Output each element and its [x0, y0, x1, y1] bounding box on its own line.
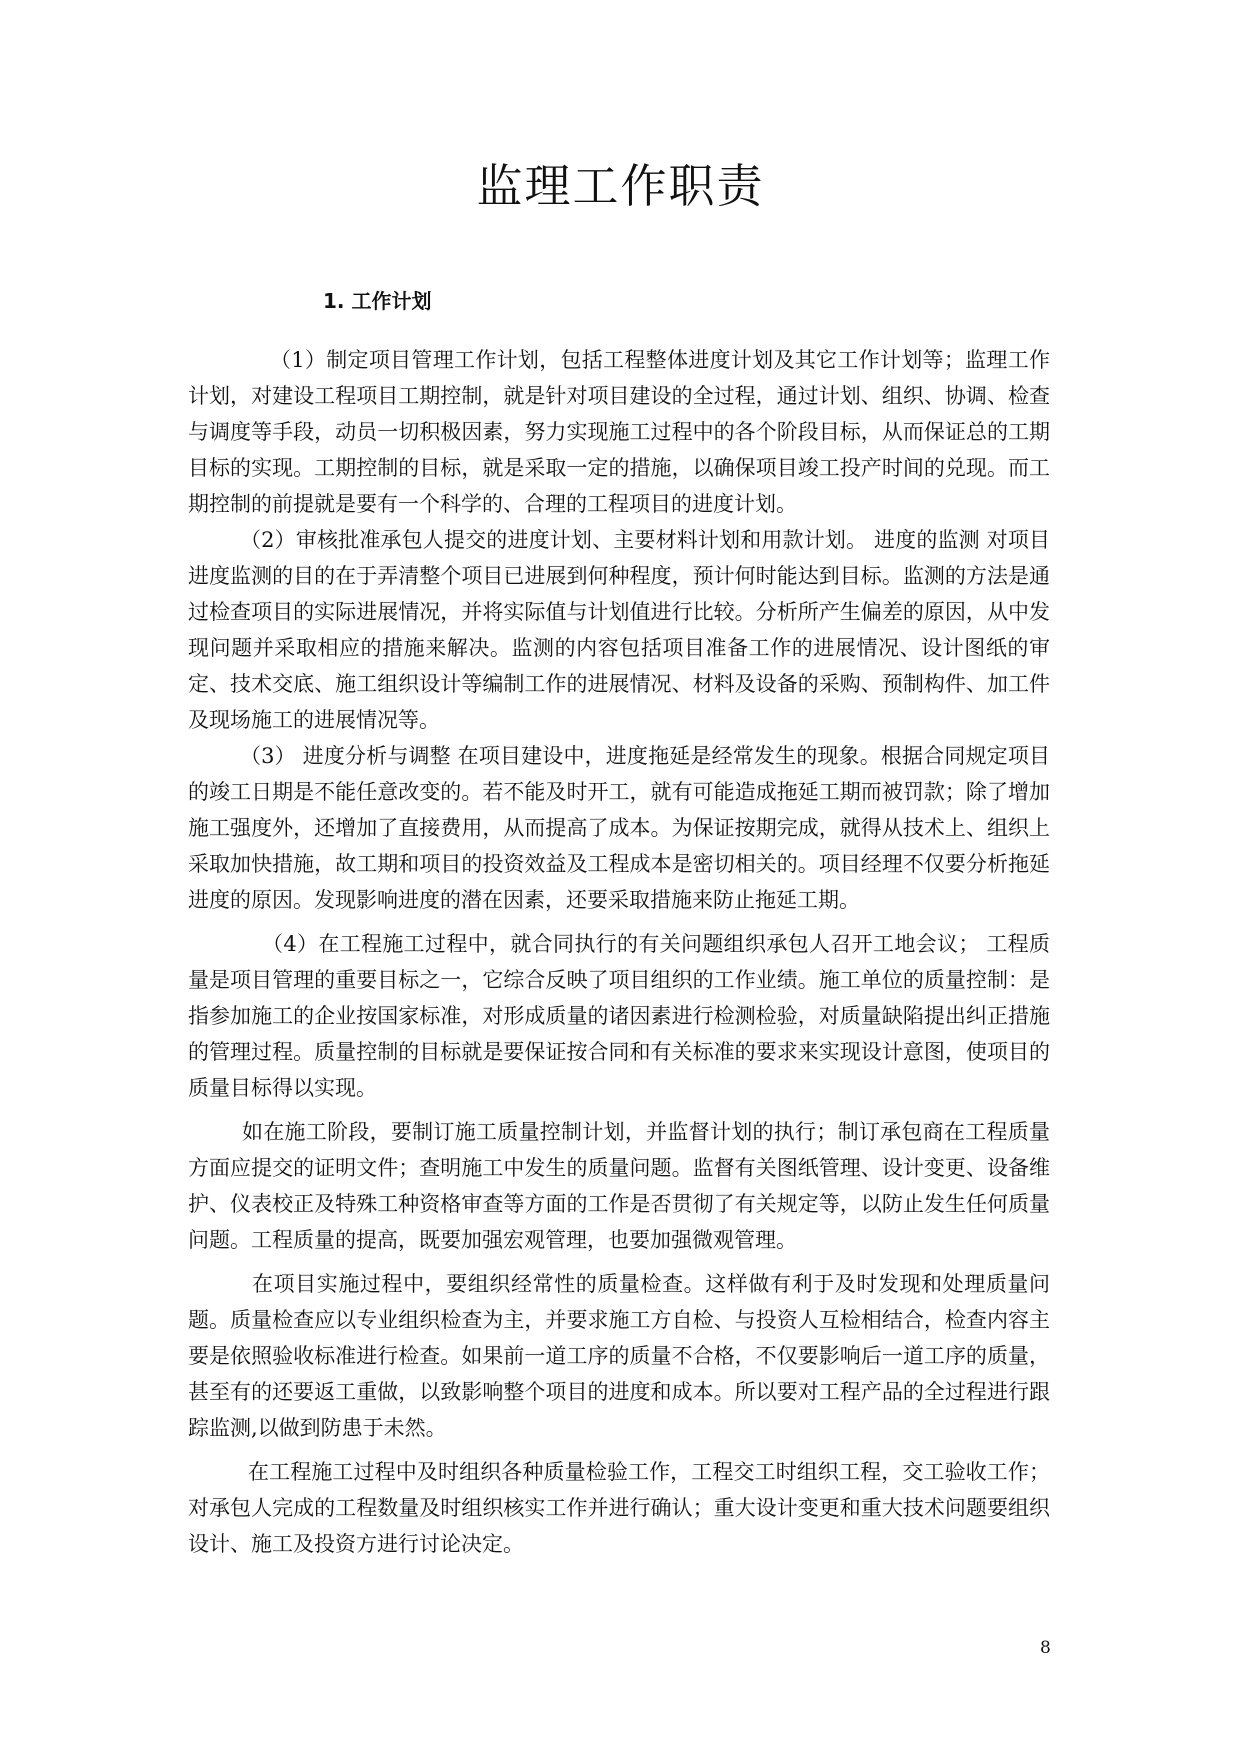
paragraph-7: 在工程施工过程中及时组织各种质量检验工作，工程交工时组织工程，交工验收工作；对承包人完成的工程数量及时组织核实工作并进行确认；重大设计变更和重大技术问题要组织设计、施工及投资方进行讨论决定。: [188, 1460, 1050, 1556]
paragraph-4: （4）在工程施工过程中，就合同执行的有关问题组织承包人召开工地会议； 工程质量是项目管理的重要目标之一，它综合反映了项目组织的工作业绩。施工单位的质量控制：是指参加施工的企业按国家标准，对形成质量的诸因素进行检测检验，对质量缺陷提出纠正措施的管理过程。质量控制的目标就是要保证按合同和有关标准的要求来实现设计意图，使项目的质量目标得以实现。: [188, 932, 1050, 1100]
paragraph-5: 如在施工阶段，要制订施工质量控制计划，并监督计划的执行；制订承包商在工程质量方面应提交的证明文件；查明施工中发生的质量问题。监督有关图纸管理、设计变更、设备维护、仪表校正及特殊工种资格审查等方面的工作是否贯彻了有关规定等，以防止发生任何质量问题。工程质量的提高，既要加强宏观管理，也要加强微观管理。: [188, 1120, 1050, 1252]
paragraph-6: 在项目实施过程中，要组织经常性的质量检查。这样做有利于及时发现和处理质量问题。质量检查应以专业组织检查为主，并要求施工方自检、与投资人互检相结合，检查内容主要是依照验收标准进行检查。如果前一道工序的质量不合格，不仅要影响后一道工序的质量，甚至有的还要返工重做，以致影响整个项目的进度和成本。所以要对工程产品的全过程进行跟踪监测,以做到防患于未然。: [188, 1272, 1050, 1440]
page-title: 监理工作职责: [476, 159, 765, 213]
paragraph-3: （3） 进度分析与调整 在项目建设中，进度拖延是经常发生的现象。根据合同规定项目的竣工日期是不能任意改变的。若不能及时开工，就有可能造成拖延工期而被罚款；除了增加施工强度外，还增加了直接费用，从而提高了成本。为保证按期完成，就得从技术上、组织上采取加快措施，故工期和项目的投资效益及工程成本是密切相关的。项目经理不仅要分析拖延进度的原因。发现影响进度的潜在因素，还要采取措施来防止拖延工期。: [188, 744, 1050, 912]
page-number: 8: [1040, 1638, 1051, 1658]
body-text: [188, 342, 1050, 1562]
section-heading: 1. 工作计划: [323, 289, 432, 313]
paragraph-1: （1）制定项目管理工作计划，包括工程整体进度计划及其它工作计划等；监理工作计划，对建设工程项目工期控制，就是针对项目建设的全过程，通过计划、组织、协调、检查与调度等手段，动员一切积极因素，努力实现施工过程中的各个阶段目标，从而保证总的工期目标的实现。工期控制的目标，就是采取一定的措施，以确保项目竣工投产时间的兑现。而工期控制的前提就是要有一个科学的、合理的工程项目的进度计划。: [188, 348, 1050, 516]
paragraph-2: （2）审核批准承包人提交的进度计划、主要材料计划和用款计划。 进度的监测 对项目进度监测的目的在于弄清整个项目已进展到何种程度，预计何时能达到目标。监测的方法是通过检查项目的实际进展情况，并将实际值与计划值进行比较。分析所产生偏差的原因，从中发现问题并采取相应的措施来解决。监测的内容包括项目准备工作的进展情况、设计图纸的审定、技术交底、施工组织设计等编制工作的进展情况、材料及设备的采购、预制构件、加工件及现场施工的进展情况等。: [188, 528, 1050, 732]
